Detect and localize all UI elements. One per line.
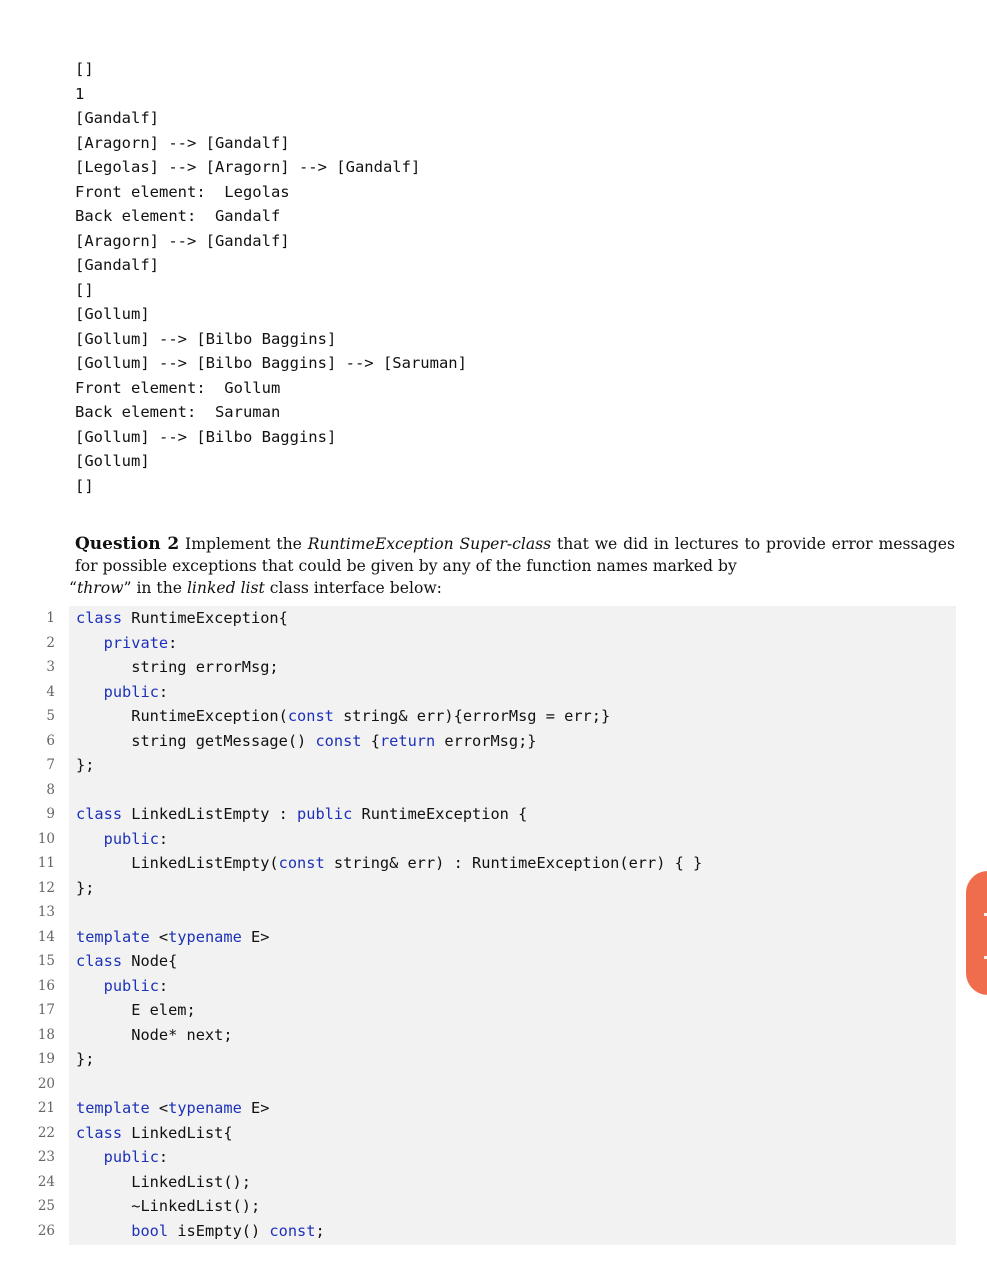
code-token: < (149, 927, 169, 946)
code-text (76, 998, 196, 1023)
question-text: class interface below: (269, 579, 442, 597)
code-token: string getMessage() (76, 731, 316, 750)
code-token (76, 1222, 131, 1240)
line-number: 8 (46, 781, 55, 798)
code-keyword: typename (168, 1099, 242, 1117)
question-text: Implement the (185, 535, 302, 553)
code-keyword: template (76, 1099, 150, 1117)
code-line (0, 1170, 987, 1195)
code-line (0, 1072, 987, 1097)
question-2 (69, 533, 955, 599)
code-keyword: typename (168, 927, 242, 946)
output-line: 1 (75, 84, 85, 103)
code-line (0, 900, 987, 925)
side-tab[interactable] (966, 871, 987, 995)
code-line (0, 753, 987, 778)
code-keyword: const (287, 707, 334, 725)
line-number: 21 (37, 1100, 55, 1116)
question-emphasis: RuntimeException Super-class (307, 535, 552, 553)
line-number: 11 (37, 855, 55, 871)
code-token: string& err) : RuntimeException(err) { } (324, 854, 703, 872)
question-label: Question 2 (75, 534, 180, 554)
question-emphasis: linked list (186, 579, 265, 597)
code-token: : (168, 633, 178, 652)
output-line: [Aragorn] --> [Gandalf] (75, 133, 290, 152)
line-number: 1 (46, 610, 55, 626)
line-number: 5 (46, 708, 55, 724)
code-keyword: public (297, 805, 353, 823)
code-keyword: public (103, 976, 159, 995)
code-text (76, 704, 610, 729)
program-output (75, 57, 467, 498)
code-text (76, 802, 527, 827)
code-token: isEmpty() (168, 1221, 270, 1240)
output-line: [Legolas] --> [Aragorn] --> [Gandalf] (75, 158, 421, 176)
code-line (0, 1219, 987, 1244)
output-line: [] (75, 280, 94, 299)
code-keyword: public (103, 682, 159, 701)
code-line (0, 778, 987, 803)
line-number: 14 (37, 928, 55, 945)
code-token: : (158, 976, 169, 995)
code-line (0, 998, 987, 1023)
output-line: Front element: Legolas (75, 182, 290, 201)
code-line (0, 974, 987, 999)
code-line (0, 1047, 987, 1072)
code-keyword: const (269, 1221, 316, 1240)
code-text (76, 1121, 233, 1146)
line-number: 4 (46, 683, 55, 700)
code-line (0, 606, 987, 631)
code-token: { (361, 731, 380, 750)
code-token: Node{ (122, 952, 178, 970)
code-line (0, 1096, 987, 1121)
output-line: Front element: Gollum (75, 378, 281, 397)
open-quote: “ (69, 579, 77, 597)
output-line: [Gandalf] (75, 256, 159, 274)
code-line (0, 949, 987, 974)
code-token: E> (241, 1099, 270, 1117)
line-number: 20 (37, 1075, 55, 1092)
code-text (76, 827, 168, 852)
line-number: 15 (37, 953, 55, 969)
code-keyword: private (103, 633, 169, 652)
code-text (76, 753, 94, 778)
line-number: 10 (37, 830, 55, 847)
code-token: : (158, 829, 169, 848)
output-line: [] (75, 476, 94, 495)
code-token: RuntimeException { (352, 805, 528, 823)
code-text (76, 876, 94, 901)
code-text (76, 680, 168, 705)
line-number: 24 (37, 1173, 55, 1190)
code-token: Node* next; (76, 1025, 233, 1044)
code-token: RuntimeException( (76, 707, 288, 725)
line-number: 23 (37, 1149, 55, 1165)
code-token: : (158, 1148, 169, 1166)
output-line: [Aragorn] --> [Gandalf] (75, 231, 290, 250)
code-text (76, 974, 168, 999)
line-number: 2 (46, 634, 55, 651)
code-token: LinkedList{ (122, 1123, 233, 1142)
output-line: Back element: Saruman (75, 403, 281, 421)
line-number: 12 (37, 879, 55, 896)
code-line (0, 655, 987, 680)
code-keyword: return (379, 731, 436, 750)
line-number: 19 (37, 1051, 55, 1067)
code-text (76, 1170, 251, 1195)
line-number: 9 (46, 806, 55, 822)
code-line (0, 1194, 987, 1219)
line-number: 6 (46, 732, 55, 749)
output-line: Back element: Gandalf (75, 207, 281, 225)
output-line: [Gandalf] (75, 109, 159, 127)
output-line: [Gollum] --> [Bilbo Baggins] --> [Saruman] (75, 354, 467, 372)
line-number: 7 (46, 757, 55, 773)
code-token (76, 977, 104, 995)
code-token: RuntimeException{ (122, 609, 288, 627)
line-number: 26 (37, 1222, 55, 1239)
code-token: string& err){errorMsg = err;} (333, 707, 611, 725)
question-text: in the (136, 579, 182, 597)
code-token: }; (76, 1050, 95, 1068)
output-line: [Gollum] --> [Bilbo Baggins] (75, 427, 337, 446)
line-number: 25 (37, 1198, 55, 1214)
code-line (0, 1145, 987, 1170)
line-number: 17 (37, 1002, 55, 1018)
code-keyword: const (315, 731, 362, 750)
code-line (0, 729, 987, 754)
code-text (76, 1194, 260, 1219)
code-token (76, 683, 104, 701)
code-token: < (149, 1099, 169, 1117)
code-text (76, 606, 288, 631)
code-token: }; (76, 756, 95, 774)
code-token (76, 634, 104, 652)
code-text (76, 851, 702, 876)
code-token (76, 830, 104, 848)
code-token: : (158, 682, 169, 701)
code-line (0, 827, 987, 852)
code-keyword: public (103, 1148, 159, 1166)
line-number: 16 (37, 977, 55, 994)
output-line: [] (75, 60, 94, 78)
code-token: string errorMsg; (76, 658, 279, 676)
code-text (76, 1047, 94, 1072)
code-keyword: template (76, 927, 150, 946)
code-keyword: const (278, 854, 325, 872)
code-keyword: class (76, 952, 123, 970)
code-text (76, 925, 269, 950)
code-line (0, 925, 987, 950)
code-token: ~LinkedList(); (76, 1197, 261, 1215)
code-text (76, 1096, 269, 1121)
code-text (76, 655, 279, 680)
line-number: 13 (37, 904, 55, 920)
code-text (76, 1023, 233, 1048)
line-number: 22 (37, 1124, 55, 1141)
code-text (76, 1219, 325, 1244)
code-line (0, 876, 987, 901)
code-line (0, 631, 987, 656)
code-keyword: class (76, 1123, 123, 1142)
code-text (76, 1145, 168, 1170)
code-token: LinkedList(); (76, 1172, 251, 1191)
code-line (0, 680, 987, 705)
code-keyword: public (103, 829, 159, 848)
code-token (76, 1148, 104, 1166)
code-line (0, 802, 987, 827)
code-token: }; (76, 878, 95, 897)
code-token: ; (315, 1221, 325, 1240)
code-line (0, 1023, 987, 1048)
line-number: 3 (46, 659, 55, 675)
output-line: [Gollum] (75, 305, 150, 323)
code-token: LinkedListEmpty : (122, 805, 298, 823)
code-keyword: bool (131, 1221, 169, 1240)
line-number: 18 (37, 1026, 55, 1043)
code-line (0, 704, 987, 729)
code-token: LinkedListEmpty( (76, 854, 279, 872)
question-emphasis: throw (76, 579, 124, 597)
code-token: errorMsg;} (435, 731, 537, 750)
close-quote: ” (123, 579, 132, 597)
code-keyword: class (76, 609, 123, 627)
code-text (76, 631, 177, 656)
question-text: that we did in lectures to provide error messages for possible exceptions that could be given by any of the function names marked by (75, 535, 955, 575)
code-line (0, 851, 987, 876)
code-keyword: class (76, 805, 123, 823)
code-token: E elem; (76, 1001, 196, 1019)
output-line: [Gollum] (75, 452, 150, 470)
code-line (0, 1121, 987, 1146)
code-text (76, 729, 537, 754)
code-text (76, 949, 177, 974)
output-line: [Gollum] --> [Bilbo Baggins] (75, 329, 337, 348)
code-token: E> (241, 927, 270, 946)
